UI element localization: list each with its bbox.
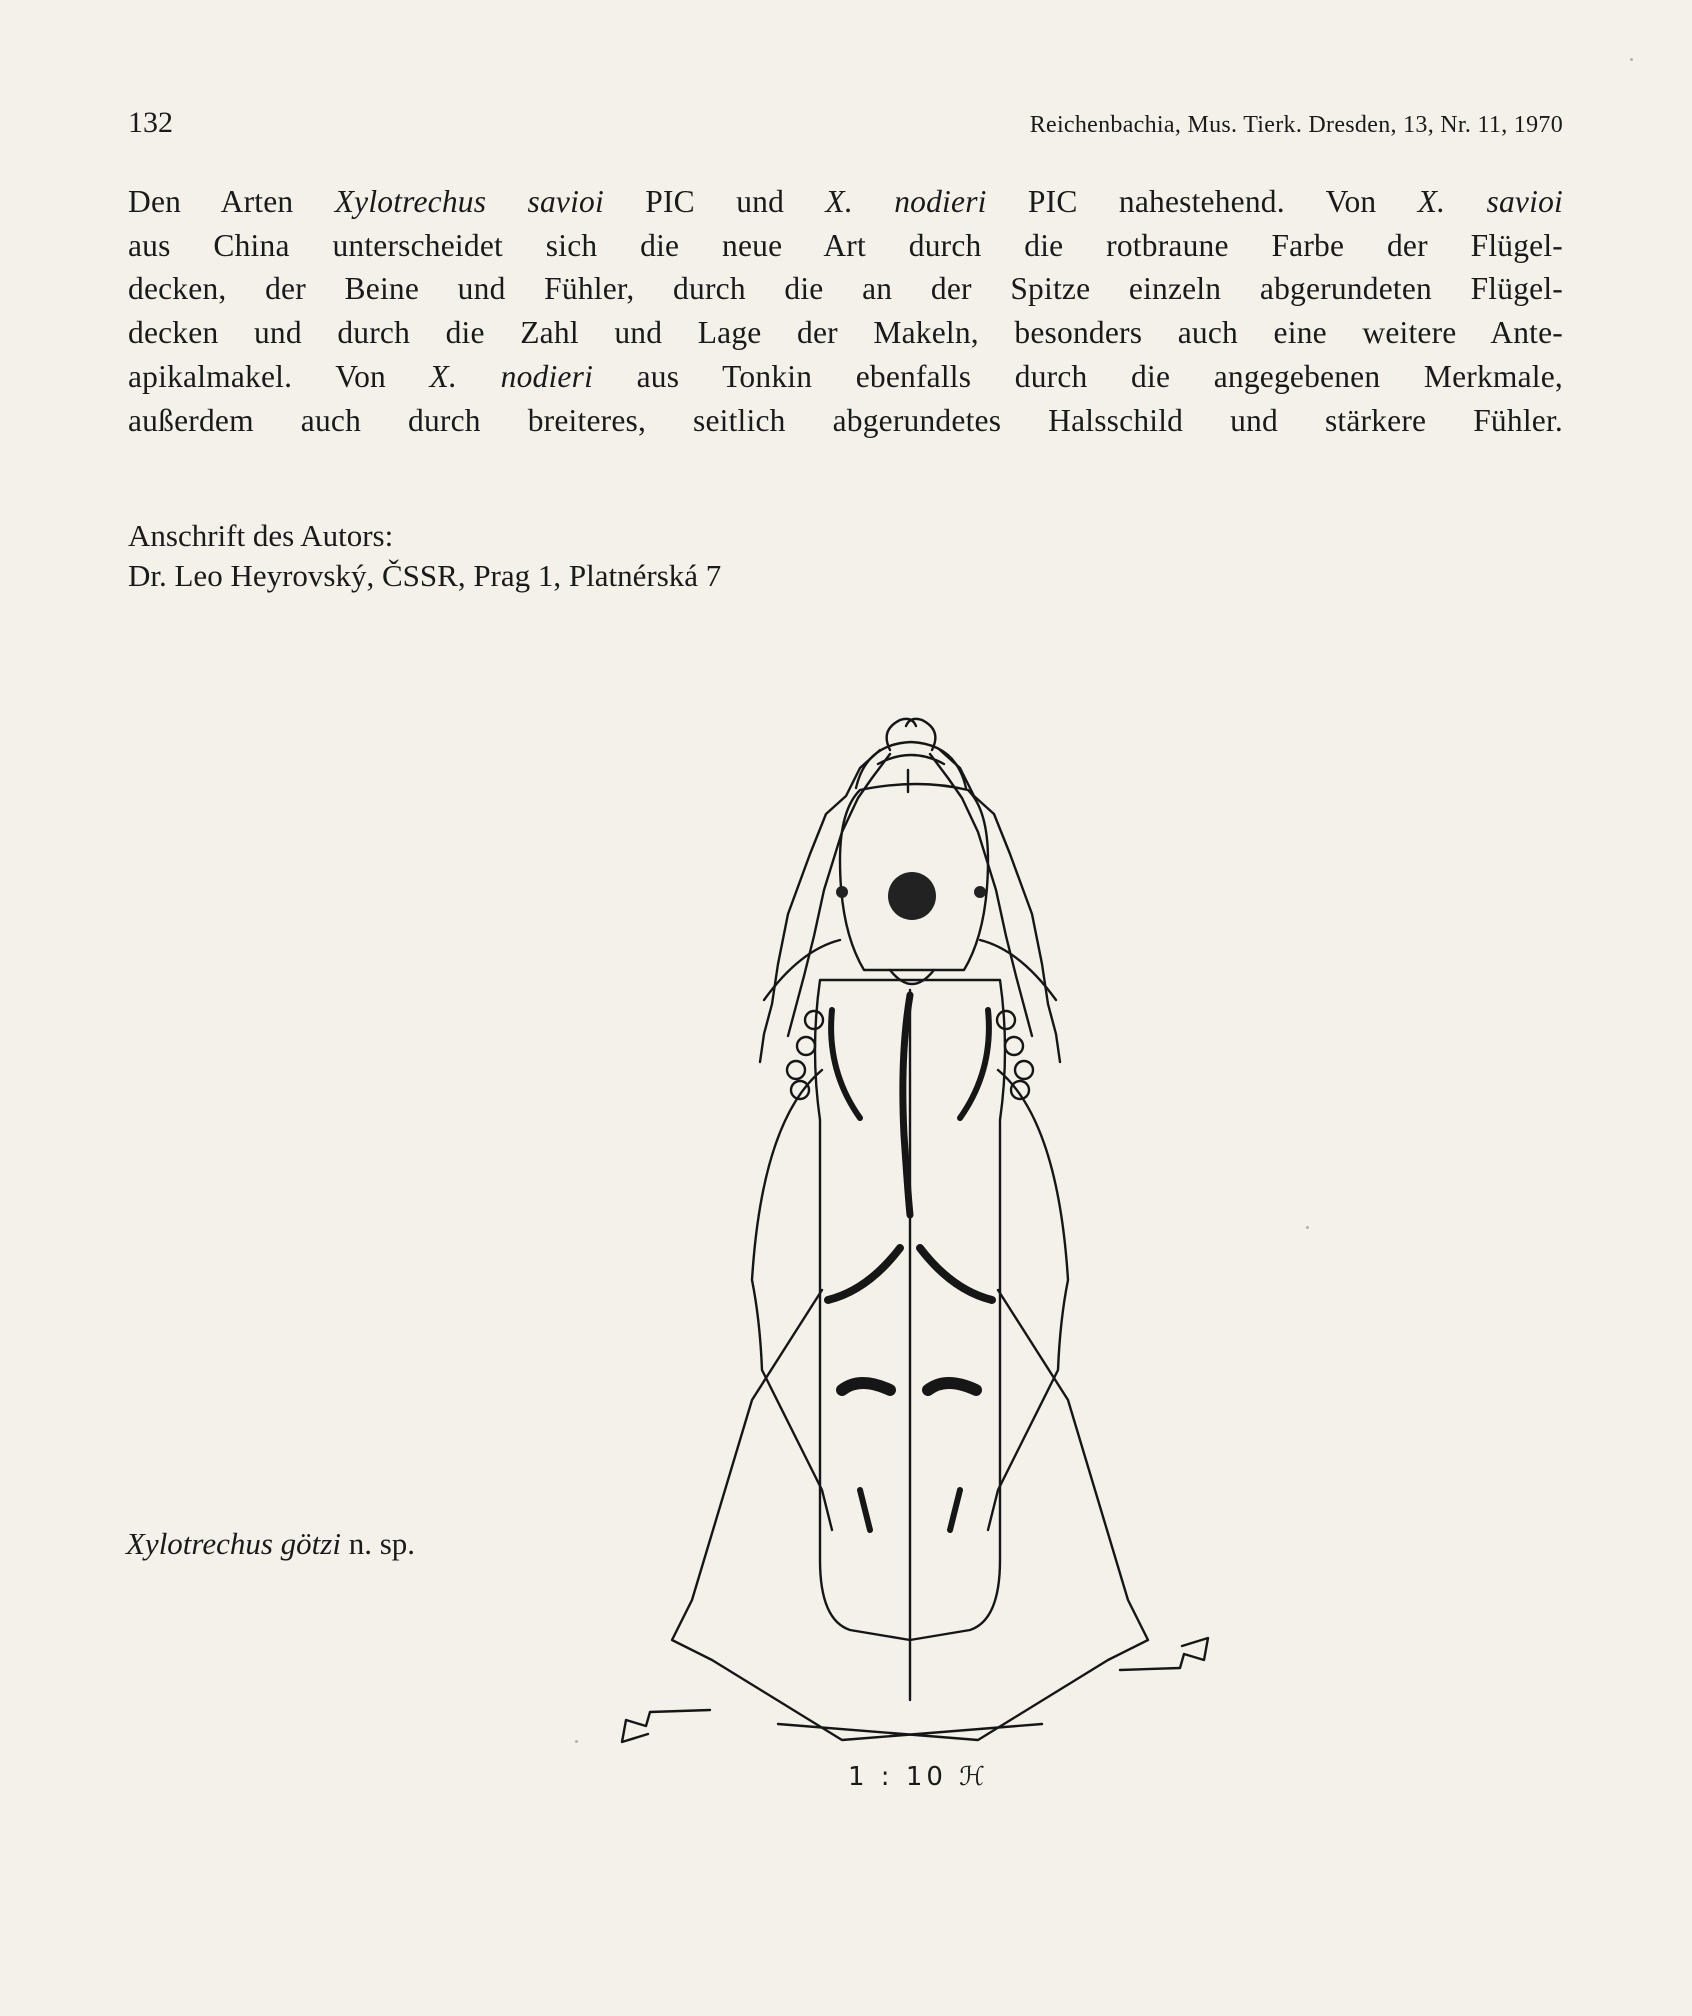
address-label: Anschrift des Autors: <box>128 518 394 553</box>
body-paragraph <box>128 180 1563 442</box>
page-header <box>128 106 1563 146</box>
page-number: 132 <box>128 106 173 139</box>
figure-caption: Xylotrechus götzi n. sp. <box>126 1526 416 1561</box>
text-line: aus China unterscheidet sich die neue Art durch die rotbraune Farbe der Flügel- <box>128 227 1563 263</box>
text-line: decken, der Beine und Fühler, durch die an der Spitze einzeln abgerundeten Flügel- <box>128 271 1563 307</box>
text-line: außerdem auch durch breiteres, seitlich abgerundetes Halsschild und stärkere Fühler. <box>128 402 1563 438</box>
paper-speck <box>1306 1226 1309 1229</box>
author-address <box>128 516 721 596</box>
paper-speck <box>1630 58 1633 61</box>
paper-speck <box>575 1740 578 1743</box>
text-line: Den Arten Xylotrechus savioi PIC und X. nodieri PIC nahestehend. Von X. savioi <box>128 184 1563 219</box>
text-line: apikalmakel. Von X. nodieri aus Tonkin ebenfalls durch die angegebenen Merkmale, <box>128 358 1563 394</box>
journal-reference: Reichenbachia, Mus. Tierk. Dresden, 13, Nr. 11, 1970 <box>1029 112 1563 138</box>
scale-annotation: 1 : 10 ℋ <box>848 1762 989 1792</box>
beetle-illustration <box>560 690 1260 1810</box>
text-line: decken und durch die Zahl und Lage der Makeln, besonders auch eine weitere Ante- <box>128 315 1563 351</box>
address-value: Dr. Leo Heyrovský, ČSSR, Prag 1, Platnérská 7 <box>128 558 722 593</box>
